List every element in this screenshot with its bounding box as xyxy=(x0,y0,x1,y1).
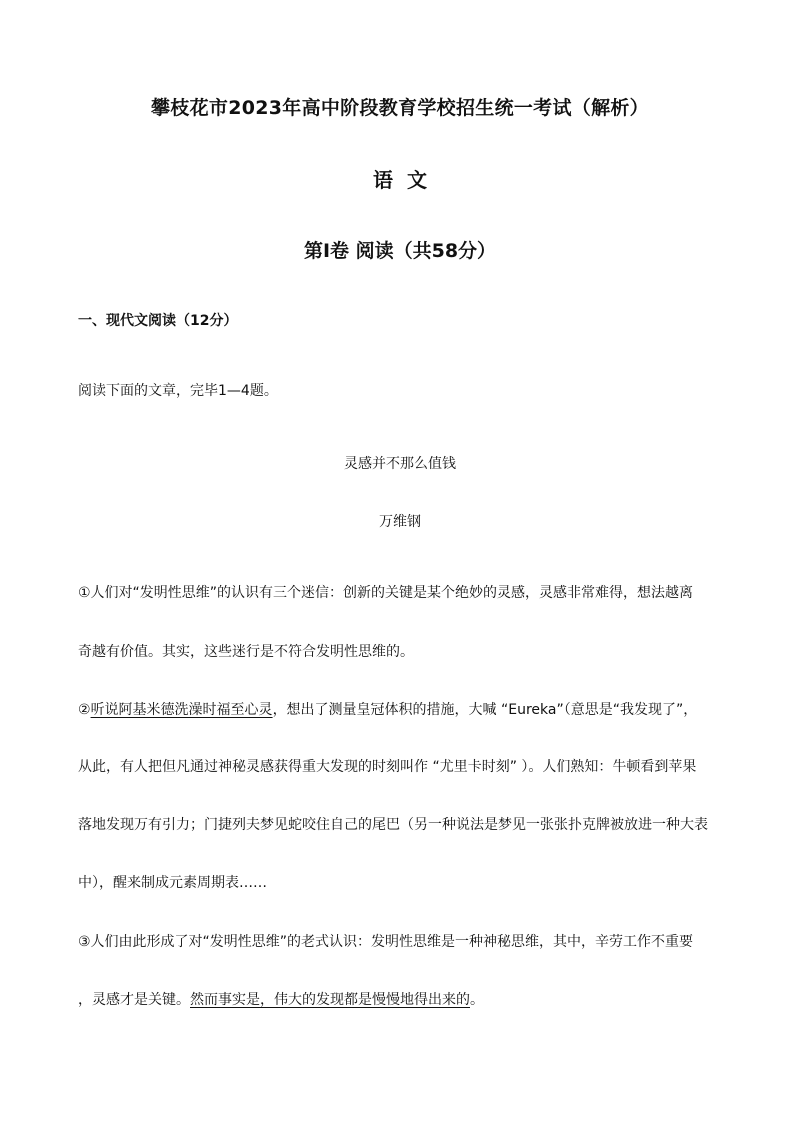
article-title: 灵感并不那么值钱 xyxy=(344,456,456,472)
line-text: ② xyxy=(78,702,91,718)
underlined-phrase: 然而事实是，伟大的发现都是慢慢地得出来的 xyxy=(190,992,470,1008)
line-text: 从此，有人把但凡通过神秘灵感获得重大发现的时刻叫作 “尤里卡时刻” ）。人们熟知：牛顿看到苹果 xyxy=(78,759,697,775)
article-line xyxy=(78,700,697,720)
line-text: ，灵感才是关键。 xyxy=(78,992,190,1008)
line-text: 中），醒来制成元素周期表…… xyxy=(78,875,267,891)
article-line xyxy=(78,873,267,893)
line-text: ，想出了测量皇冠体积的措施，大喊 “Eureka”（意思是“我发现了”， xyxy=(272,702,698,718)
line-text: 落地发现万有引力；门捷列夫梦见蛇咬住自己的尾巴（另一种说法是梦见一张张扑克牌被放进一种大表 xyxy=(78,817,708,833)
subject-heading: 语文 xyxy=(373,168,441,192)
volume-heading: 第Ⅰ卷 阅读（共58分） xyxy=(303,240,497,262)
article-line xyxy=(78,583,693,603)
article-line xyxy=(78,815,708,835)
line-text: ③人们由此形成了对“发明性思维”的老式认识：发明性思维是一种神秘思维，其中，辛劳工作不重要 xyxy=(78,934,694,950)
line-text: 奇越有价值。其实，这些迷行是不符合发明性思维的。 xyxy=(78,644,414,660)
line-text: ①人们对“发明性思维”的认识有三个迷信：创新的关键是某个绝妙的灵感，灵感非常难得，想法越离 xyxy=(78,585,694,601)
article-line xyxy=(78,990,484,1010)
article-line xyxy=(78,757,696,777)
article-author: 万维钢 xyxy=(379,514,421,530)
underlined-phrase: 听说阿基米德洗澡时福至心灵 xyxy=(90,702,273,718)
reading-instruction: 阅读下面的文章，完毕1—4题。 xyxy=(78,383,278,399)
section-heading: 一、现代文阅读（12分） xyxy=(78,313,238,329)
article-line xyxy=(78,932,693,952)
exam-title: 攀枝花市2023年高中阶段教育学校招生统一考试（解析） xyxy=(151,97,649,119)
article-line xyxy=(78,642,414,662)
line-text: 。 xyxy=(470,992,484,1008)
